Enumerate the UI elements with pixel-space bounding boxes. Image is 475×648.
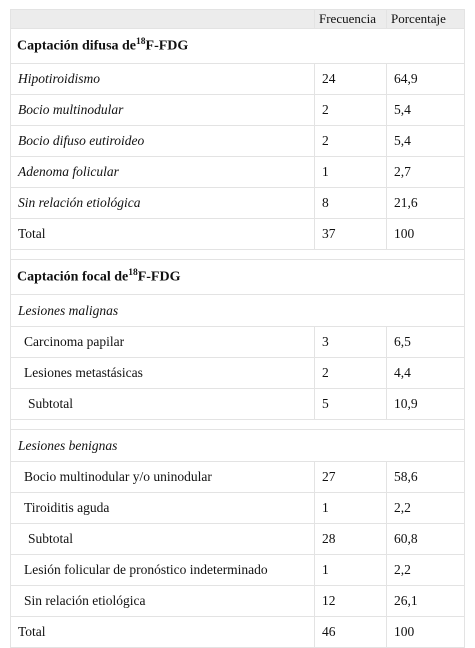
header-blank-cell [11, 10, 315, 29]
row-porcentaje: 58,6 [387, 462, 465, 493]
total-porcentaje: 100 [387, 617, 465, 648]
row-frecuencia: 8 [315, 188, 387, 219]
row-frecuencia: 2 [315, 358, 387, 389]
section-diffuse-row [11, 29, 465, 64]
row-frecuencia: 1 [315, 555, 387, 586]
table-row [11, 95, 465, 126]
total-porcentaje: 100 [387, 219, 465, 250]
spacer-cell [11, 250, 465, 260]
row-frecuencia: 1 [315, 157, 387, 188]
row-label: Lesión folicular de pronóstico indeterminado [11, 555, 315, 586]
subtotal-row [11, 524, 465, 555]
total-label: Total [11, 219, 315, 250]
section-focal-row [11, 260, 465, 295]
total-frecuencia: 37 [315, 219, 387, 250]
row-label: Carcinoma papilar [11, 327, 315, 358]
row-label: Bocio difuso eutiroideo [11, 126, 315, 157]
subtotal-porcentaje: 60,8 [387, 524, 465, 555]
section-diffuse-title: Captación difusa $de^{18}F$-FDG [11, 29, 465, 64]
row-porcentaje: 6,5 [387, 327, 465, 358]
row-porcentaje: 2,2 [387, 493, 465, 524]
row-porcentaje: 4,4 [387, 358, 465, 389]
table-row [11, 188, 465, 219]
row-porcentaje: 5,4 [387, 95, 465, 126]
table-row [11, 462, 465, 493]
row-label: Lesiones metastásicas [11, 358, 315, 389]
subsection-malignant-label: Lesiones malignas [11, 295, 465, 327]
row-porcentaje: 26,1 [387, 586, 465, 617]
subsection-benign-row [11, 430, 465, 462]
header-porcentaje: Porcentaje [387, 10, 465, 29]
table-row [11, 157, 465, 188]
table-row [11, 358, 465, 389]
total-row [11, 219, 465, 250]
table-row [11, 586, 465, 617]
section-focal-title: Captación focal $de^{18}F$-FDG [11, 260, 465, 295]
subsection-malignant-row [11, 295, 465, 327]
row-porcentaje: 2,7 [387, 157, 465, 188]
row-label: Bocio multinodular y/o uninodular [11, 462, 315, 493]
row-frecuencia: 3 [315, 327, 387, 358]
row-frecuencia: 1 [315, 493, 387, 524]
subtotal-porcentaje: 10,9 [387, 389, 465, 420]
table-row [11, 555, 465, 586]
table-row [11, 126, 465, 157]
row-label: Adenoma folicular [11, 157, 315, 188]
table-row [11, 327, 465, 358]
row-label: Sin relación etiológica [11, 188, 315, 219]
spacer-cell [11, 420, 465, 430]
row-porcentaje: 5,4 [387, 126, 465, 157]
table-row [11, 493, 465, 524]
row-frecuencia: 24 [315, 64, 387, 95]
table-header-row [11, 10, 465, 29]
row-frecuencia: 2 [315, 126, 387, 157]
row-porcentaje: 64,9 [387, 64, 465, 95]
row-label: Tiroiditis aguda [11, 493, 315, 524]
results-table [10, 9, 465, 648]
subtotal-label: Subtotal [11, 389, 315, 420]
header-frecuencia: Frecuencia [315, 10, 387, 29]
row-label: Bocio multinodular [11, 95, 315, 126]
row-label: Sin relación etiológica [11, 586, 315, 617]
row-porcentaje: 21,6 [387, 188, 465, 219]
row-label: Hipotiroidismo [11, 64, 315, 95]
subtotal-label: Subtotal [11, 524, 315, 555]
total-frecuencia: 46 [315, 617, 387, 648]
row-frecuencia: 2 [315, 95, 387, 126]
row-frecuencia: 27 [315, 462, 387, 493]
table-row [11, 64, 465, 95]
total-row [11, 617, 465, 648]
subtotal-frecuencia: 5 [315, 389, 387, 420]
subtotal-row [11, 389, 465, 420]
row-porcentaje: 2,2 [387, 555, 465, 586]
row-frecuencia: 12 [315, 586, 387, 617]
subsection-benign-label: Lesiones benignas [11, 430, 465, 462]
spacer-row [11, 250, 465, 260]
subtotal-frecuencia: 28 [315, 524, 387, 555]
spacer-row [11, 420, 465, 430]
total-label: Total [11, 617, 315, 648]
